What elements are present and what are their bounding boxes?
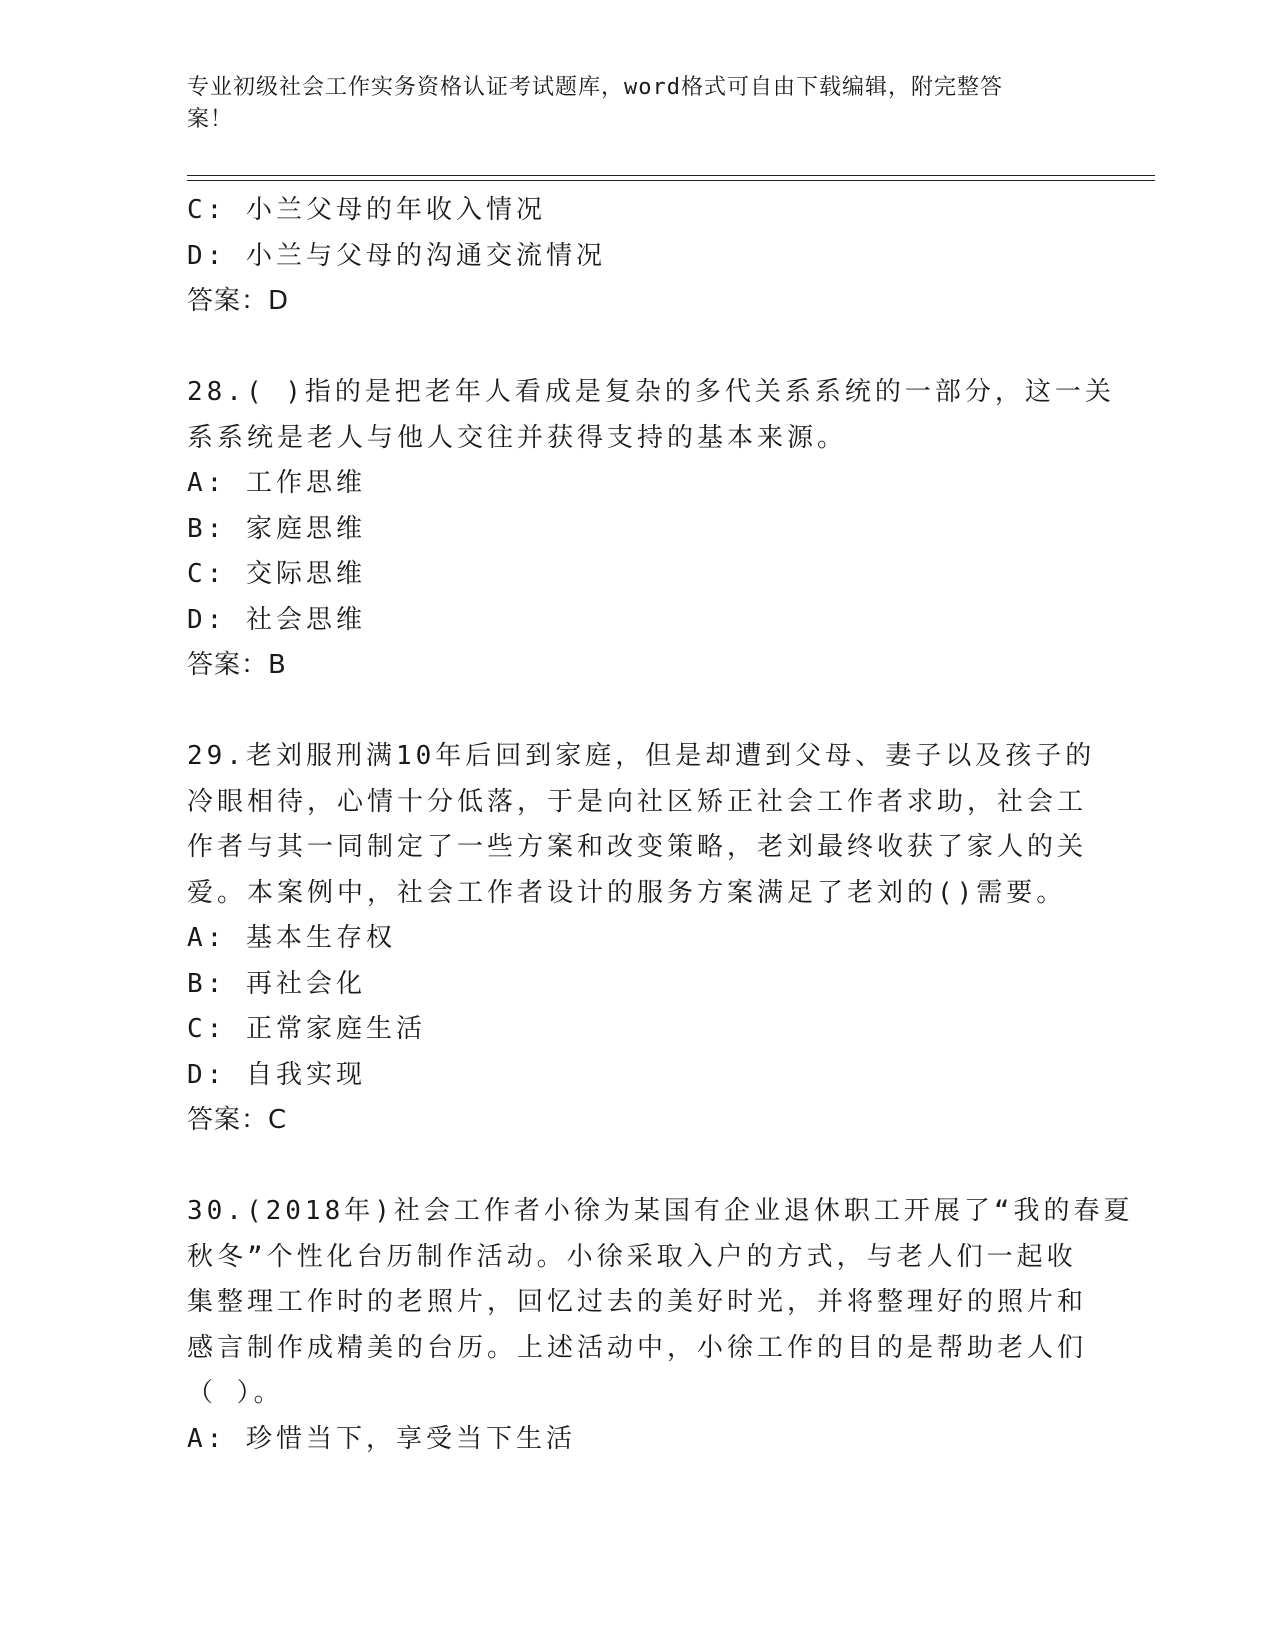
spacer	[187, 689, 1077, 735]
spacer	[187, 1144, 1077, 1190]
option-b: B: 家庭思维	[187, 513, 366, 544]
option-a: A: 珍惜当下，享受当下生活	[187, 1423, 576, 1454]
question-stem-line: 29.老刘服刑满10年后回到家庭，但是却遭到父母、妻子以及孩子的	[187, 741, 1096, 771]
question-stem-line: 集整理工作时的老照片，回忆过去的美好时光，并将整理好的照片和	[187, 1287, 1088, 1317]
option-c: C: 交际思维	[187, 559, 366, 589]
header-divider-bottom	[187, 180, 1155, 181]
question-27-tail	[187, 188, 1077, 325]
question-stem-line: 感言制作成精美的台历。上述活动中，小徐工作的目的是帮助老人们	[187, 1332, 1088, 1363]
question-stem-line: 系系统是老人与他人交往并获得支持的基本来源。	[187, 422, 848, 453]
document-header	[187, 72, 1077, 136]
header-line-2: 案！	[187, 107, 234, 132]
question-stem-line: 秋冬”个性化台历制作活动。小徐采取入户的方式，与老人们一起收	[187, 1241, 1077, 1272]
option-d: D: 社会思维	[187, 604, 366, 635]
header-line-1: 专业初级社会工作实务资格认证考试题库，word格式可自由下载编辑，附完整答	[187, 75, 1003, 100]
answer: 答案：C	[187, 1105, 288, 1135]
option-c: C: 小兰父母的年收入情况	[187, 195, 546, 225]
question-stem-line: （ ）。	[187, 1378, 284, 1408]
answer: 答案：D	[187, 286, 290, 316]
option-a: A: 工作思维	[187, 468, 366, 498]
option-d: D: 小兰与父母的沟通交流情况	[187, 240, 606, 271]
question-29	[187, 734, 1096, 1144]
header-divider-top	[187, 175, 1155, 176]
question-28	[187, 370, 1115, 689]
question-stem-line: 作者与其一同制定了一些方案和改变策略，老刘最终收获了家人的关	[187, 832, 1088, 862]
question-stem-line: 爱。本案例中，社会工作者设计的服务方案满足了老刘的()需要。	[187, 877, 1067, 908]
answer: 答案：B	[187, 650, 287, 680]
question-stem-line: 冷眼相待，心情十分低落，于是向社区矫正社会工作者求助，社会工	[187, 786, 1088, 817]
spacer	[187, 325, 1077, 371]
question-30	[187, 1189, 1134, 1462]
question-stem-line: 30.(2018年)社会工作者小徐为某国有企业退休职工开展了“我的春夏	[187, 1196, 1134, 1226]
option-b: B: 再社会化	[187, 968, 366, 999]
option-a: A: 基本生存权	[187, 923, 396, 953]
question-stem-line: 28.( )指的是把老年人看成是复杂的多代关系系统的一部分，这一关	[187, 377, 1115, 407]
option-c: C: 正常家庭生活	[187, 1014, 426, 1044]
option-d: D: 自我实现	[187, 1059, 366, 1090]
question-content	[187, 188, 1134, 1462]
